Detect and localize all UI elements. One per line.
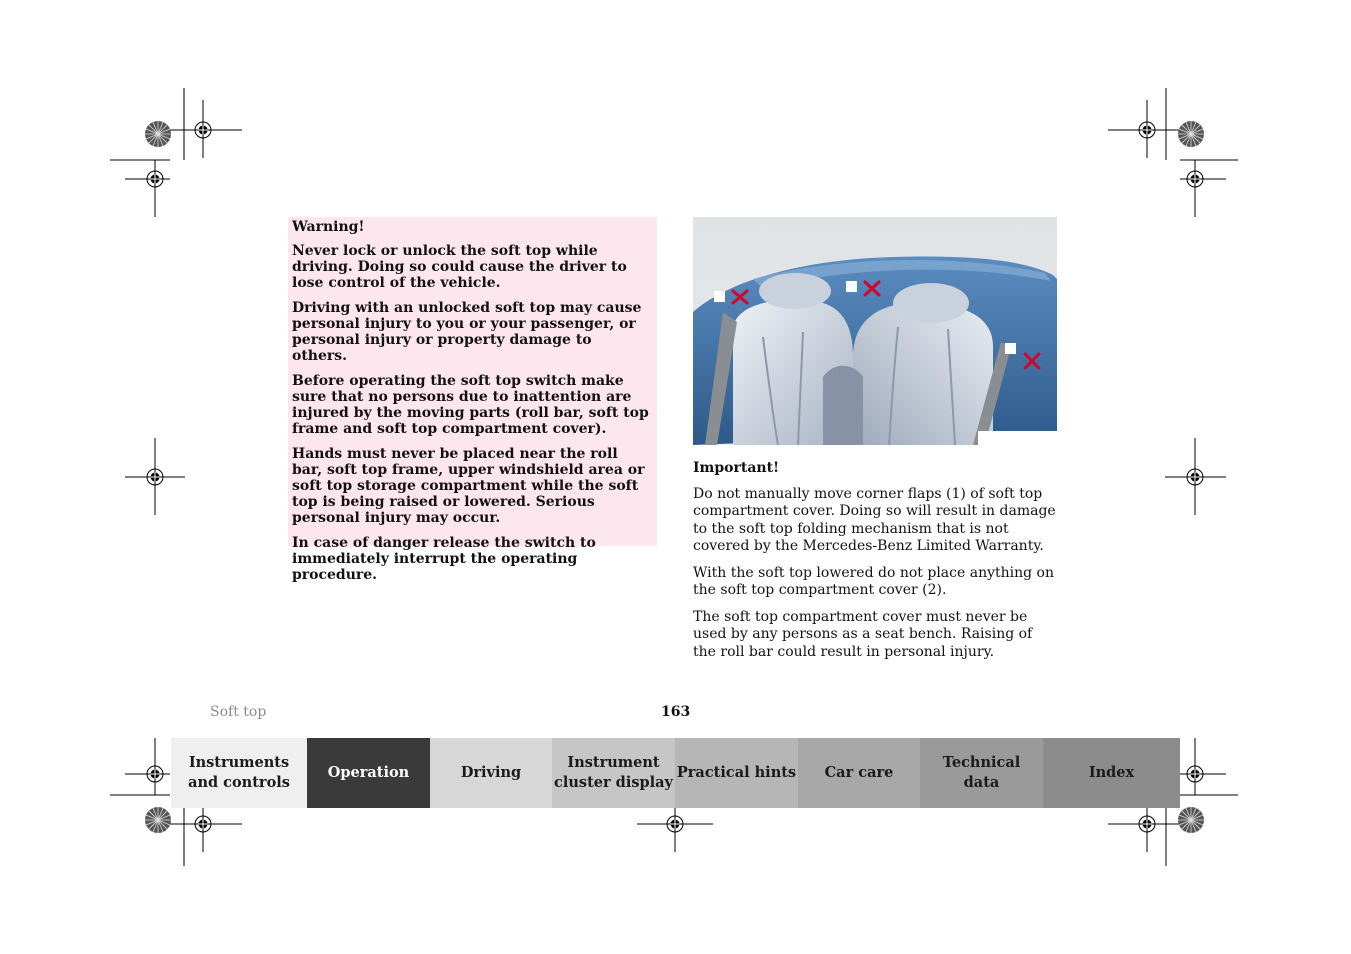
tab-label: Instruments and controls	[188, 754, 290, 791]
warning-paragraph: Before operating the soft top switch make sure that no persons due to inattention are injured by the moving parts (roll bar, soft top frame and soft top compartment cover).	[292, 373, 649, 437]
tab-label: Operation	[327, 764, 410, 781]
page-number: 163	[661, 704, 691, 720]
warning-paragraph: Never lock or unlock the soft top while driving. Doing so could cause the driver to lose control of the vehicle.	[292, 243, 627, 291]
important-paragraph: The soft top compartment cover must never be used by any persons as a seat bench. Raising of the roll bar could result in personal injury.	[693, 608, 1033, 660]
warning-box	[288, 217, 657, 583]
soft-top-illustration	[693, 217, 1057, 445]
important-title: Important!	[693, 460, 780, 476]
section-name: Soft top	[210, 704, 267, 720]
important-paragraph: With the soft top lowered do not place anything on the soft top compartment cover (2).	[693, 564, 1054, 598]
tab-label: Practical hints	[676, 764, 797, 781]
tab-instruments-and-controls[interactable]	[171, 738, 307, 808]
tab-instrument-cluster-display[interactable]	[552, 738, 675, 808]
chapter-nav	[171, 738, 1180, 808]
tab-operation[interactable]	[307, 738, 430, 808]
warning-paragraph: Hands must never be placed near the roll bar, soft top frame, upper windshield area or soft top storage compartment while the soft top is being raised or lowered. Serious personal injury may occur.	[292, 446, 645, 526]
tab-label: Driving	[460, 764, 522, 781]
important-paragraph: Do not manually move corner flaps (1) of soft top compartment cover. Doing so will result in damage to the soft top folding mechanism that is not covered by the Mercedes-Benz Limited Warranty.	[693, 485, 1056, 554]
tab-technical-data[interactable]	[920, 738, 1043, 808]
tab-label: Instrument cluster display	[554, 754, 673, 791]
tab-driving[interactable]	[430, 738, 552, 808]
tab-practical-hints[interactable]	[675, 738, 798, 808]
tab-car-care[interactable]	[798, 738, 920, 808]
tab-label: Technical data	[942, 754, 1021, 791]
tab-label: Car care	[824, 764, 894, 781]
warning-title: Warning!	[292, 219, 365, 235]
important-section	[693, 460, 1059, 670]
tab-label: Index	[1088, 764, 1135, 781]
warning-paragraph: In case of danger release the switch to immediately interrupt the operating procedure.	[292, 535, 596, 583]
warning-paragraph: Driving with an unlocked soft top may cause personal injury to you or your passenger, or personal injury or property damage to others.	[292, 300, 642, 364]
tab-index[interactable]	[1043, 738, 1180, 808]
